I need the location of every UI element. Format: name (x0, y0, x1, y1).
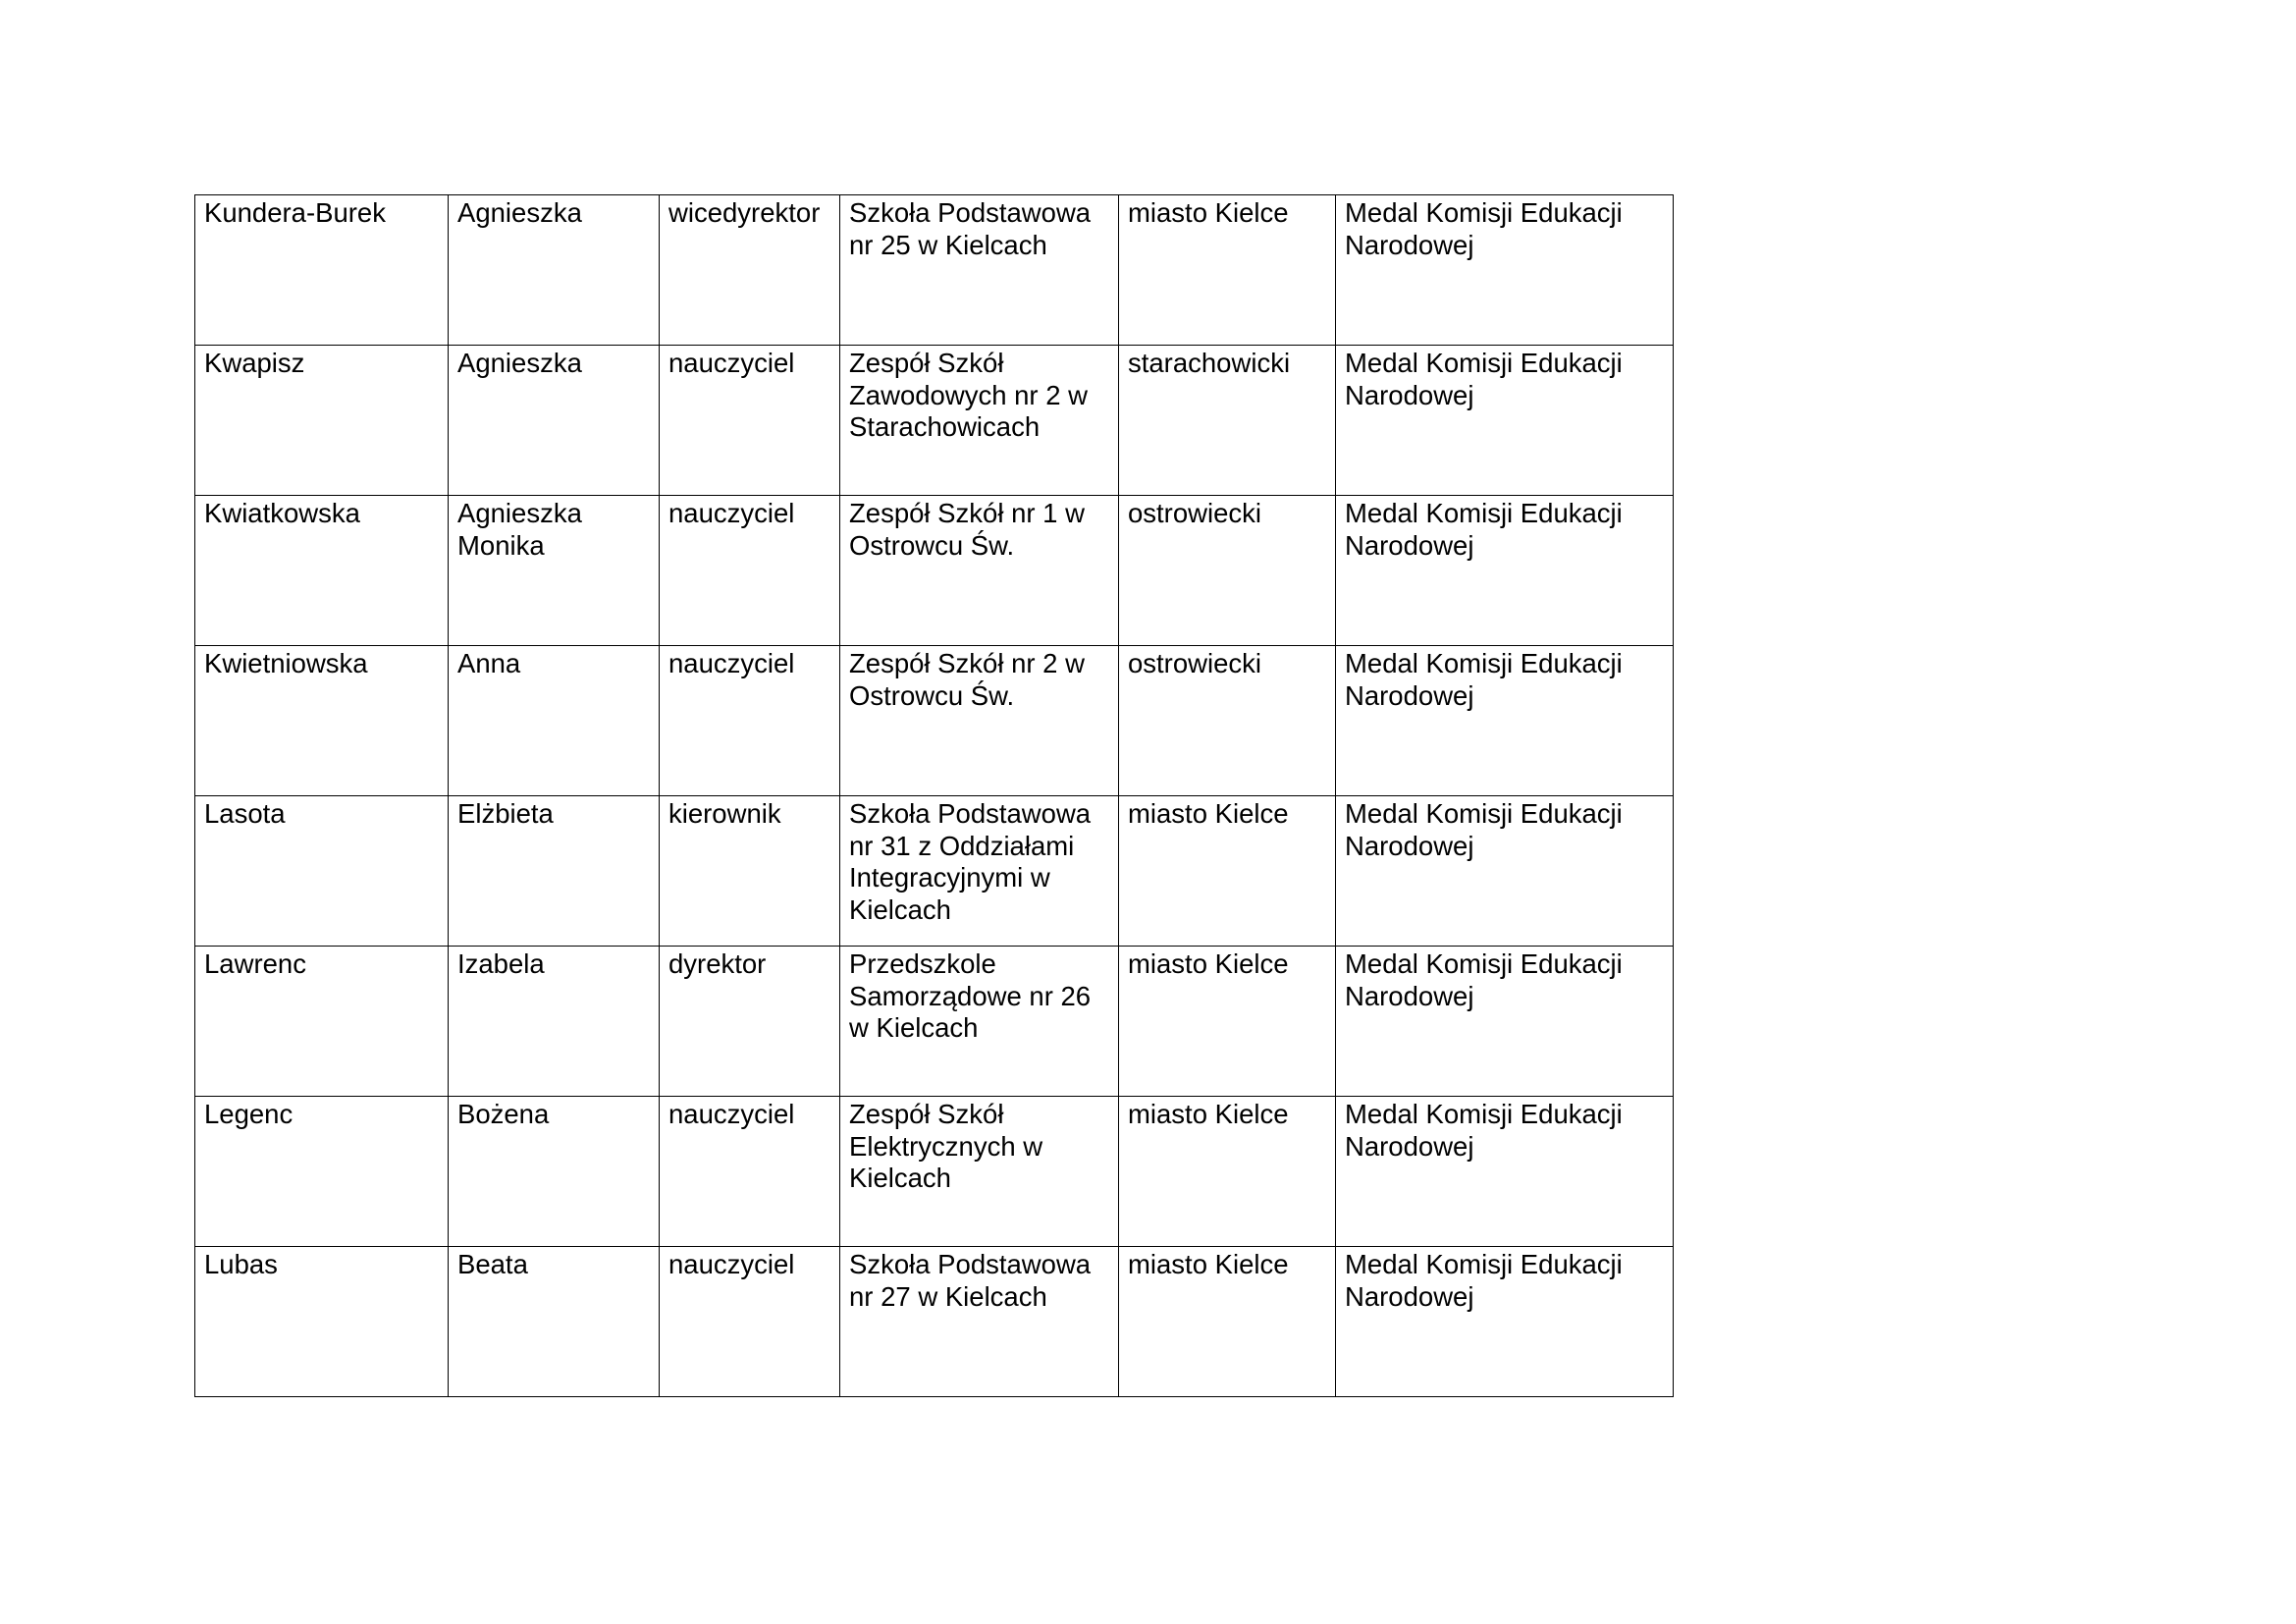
first-name-cell: Agnieszka (449, 195, 660, 346)
school-line: nr 27 w Kielcach (849, 1280, 1047, 1312)
first-name-cell: Anna (449, 646, 660, 796)
award-line: Narodowej (1345, 529, 1474, 561)
school-line: Kielcach (849, 1163, 951, 1193)
school-line: Kielcach (849, 893, 951, 925)
position-cell: nauczyciel (660, 346, 840, 496)
table-body (195, 195, 1674, 1397)
school-cell (840, 195, 1119, 346)
position-cell: kierownik (660, 796, 840, 947)
award-cell (1336, 947, 1674, 1097)
district-cell: starachowicki (1119, 346, 1336, 496)
position-cell: wicedyrektor (660, 195, 840, 346)
award-line: Narodowej (1345, 1130, 1474, 1162)
school-line: Starachowicach (849, 411, 1041, 442)
school-line: Ostrowcu Św. (849, 529, 1015, 561)
award-line: Narodowej (1345, 1280, 1474, 1312)
first-name-cell: Agnieszka Monika (449, 496, 660, 646)
first-name-cell: Elżbieta (449, 796, 660, 947)
school-line: Szkoła Podstawowa (849, 197, 1092, 228)
award-cell (1336, 346, 1674, 496)
district-cell: ostrowiecki (1119, 646, 1336, 796)
first-name-cell: Beata (449, 1247, 660, 1397)
award-line: Medal Komisji Edukacji (1345, 498, 1623, 528)
district-cell: ostrowiecki (1119, 496, 1336, 646)
award-line: Medal Komisji Edukacji (1345, 1099, 1623, 1129)
surname-cell: Lawrenc (195, 947, 449, 1097)
table-row (195, 1247, 1674, 1397)
award-cell (1336, 646, 1674, 796)
school-cell (840, 346, 1119, 496)
school-line: Szkoła Podstawowa (849, 798, 1092, 829)
award-line: Medal Komisji Edukacji (1345, 197, 1623, 228)
surname-cell: Lubas (195, 1247, 449, 1397)
award-line: Medal Komisji Edukacji (1345, 1249, 1623, 1279)
school-line: Zespół Szkół nr 2 w (849, 648, 1085, 678)
school-line: nr 31 z Oddziałami (849, 830, 1075, 861)
first-name-cell: Agnieszka (449, 346, 660, 496)
school-line: Zawodowych nr 2 w (849, 379, 1089, 410)
school-line: Ostrowcu Św. (849, 679, 1015, 711)
district-cell: miasto Kielce (1119, 796, 1336, 947)
school-cell (840, 646, 1119, 796)
surname-cell: Kwietniowska (195, 646, 449, 796)
award-line: Narodowej (1345, 679, 1474, 711)
school-line: Zespół Szkół (849, 1099, 1004, 1129)
award-line: Medal Komisji Edukacji (1345, 348, 1623, 378)
table-row (195, 496, 1674, 646)
school-cell (840, 496, 1119, 646)
school-line: Zespół Szkół nr 1 w (849, 498, 1085, 528)
award-line: Narodowej (1345, 229, 1474, 260)
school-line: Przedszkole (849, 948, 996, 979)
award-cell (1336, 195, 1674, 346)
table-row (195, 796, 1674, 947)
school-cell (840, 947, 1119, 1097)
table-row (195, 1097, 1674, 1247)
awards-table (194, 194, 1674, 1397)
school-cell (840, 1097, 1119, 1247)
award-cell (1336, 1247, 1674, 1397)
school-cell (840, 1247, 1119, 1397)
surname-cell: Legenc (195, 1097, 449, 1247)
surname-cell: Kwapisz (195, 346, 449, 496)
district-cell: miasto Kielce (1119, 947, 1336, 1097)
table-row (195, 346, 1674, 496)
first-name-cell: Izabela (449, 947, 660, 1097)
school-line: Integracyjnymi w (849, 862, 1050, 893)
position-cell: nauczyciel (660, 1247, 840, 1397)
school-line: Elektrycznych w (849, 1130, 1043, 1162)
surname-cell: Kundera-Burek (195, 195, 449, 346)
district-cell: miasto Kielce (1119, 1097, 1336, 1247)
position-cell: nauczyciel (660, 496, 840, 646)
school-line: Samorządowe nr 26 (849, 980, 1092, 1011)
award-cell (1336, 796, 1674, 947)
school-line: w Kielcach (849, 1012, 979, 1043)
award-line: Narodowej (1345, 379, 1474, 410)
award-cell (1336, 1097, 1674, 1247)
school-cell (840, 796, 1119, 947)
table-row (195, 947, 1674, 1097)
first-name-cell: Bożena (449, 1097, 660, 1247)
position-cell: nauczyciel (660, 1097, 840, 1247)
award-line: Narodowej (1345, 830, 1474, 861)
district-cell: miasto Kielce (1119, 1247, 1336, 1397)
award-line: Medal Komisji Edukacji (1345, 948, 1623, 979)
school-line: Szkoła Podstawowa (849, 1249, 1092, 1279)
position-cell: nauczyciel (660, 646, 840, 796)
award-line: Medal Komisji Edukacji (1345, 648, 1623, 678)
surname-cell: Lasota (195, 796, 449, 947)
surname-cell: Kwiatkowska (195, 496, 449, 646)
table-row (195, 195, 1674, 346)
district-cell: miasto Kielce (1119, 195, 1336, 346)
school-line: Zespół Szkół (849, 348, 1004, 378)
position-cell: dyrektor (660, 947, 840, 1097)
award-line: Medal Komisji Edukacji (1345, 798, 1623, 829)
award-line: Narodowej (1345, 980, 1474, 1011)
school-line: nr 25 w Kielcach (849, 229, 1047, 260)
table-row (195, 646, 1674, 796)
award-cell (1336, 496, 1674, 646)
